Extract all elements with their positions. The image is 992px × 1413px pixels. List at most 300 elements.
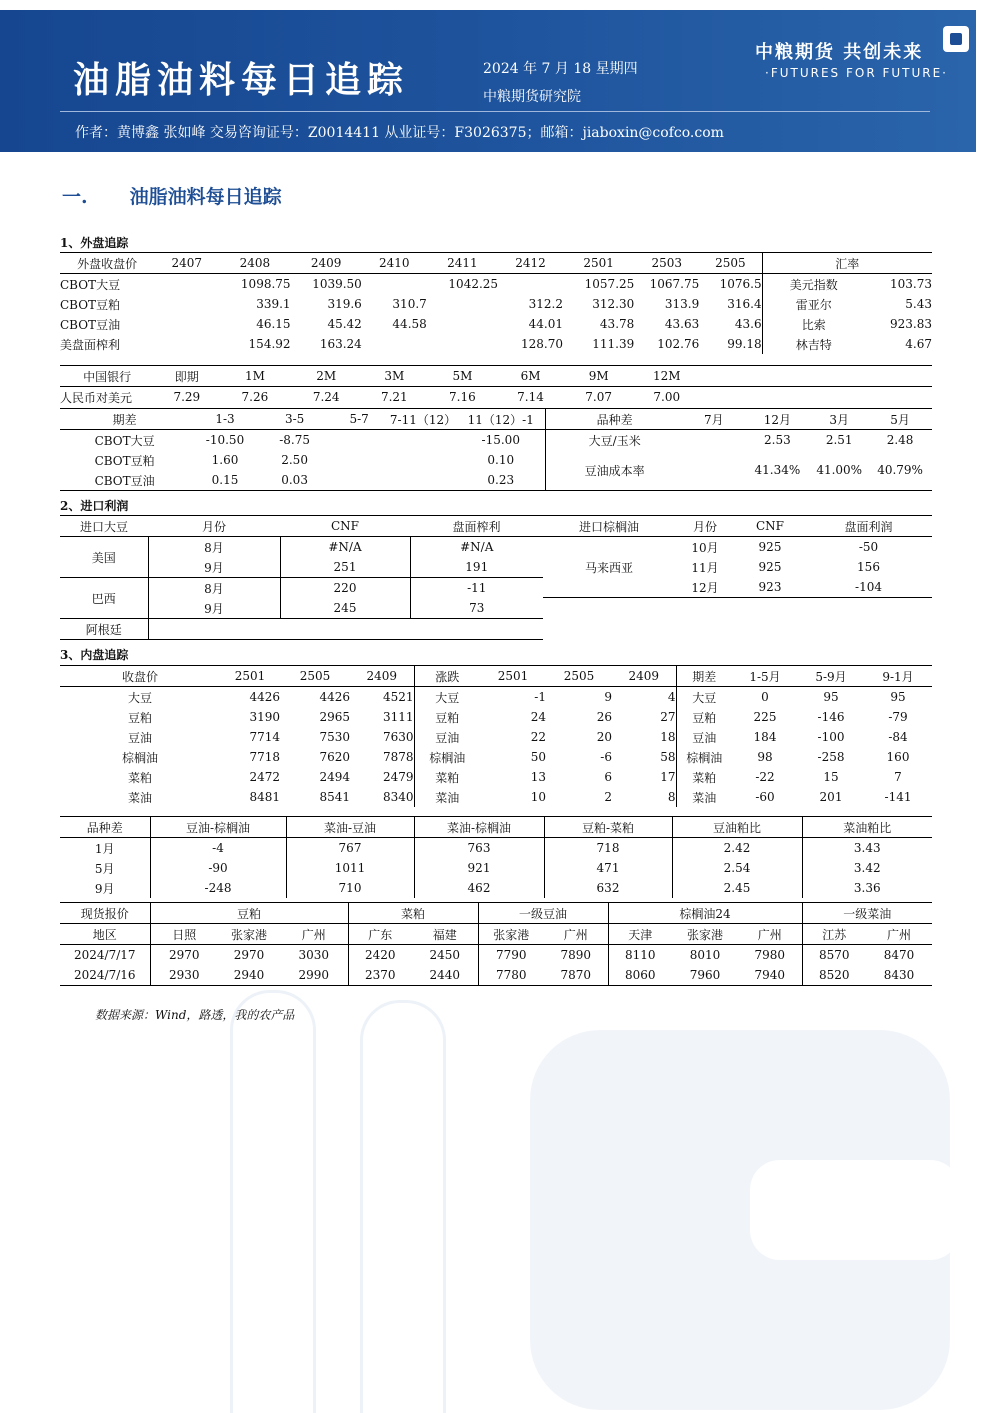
table-cell: 2.42 <box>672 838 802 859</box>
table-cell: 225 <box>753 710 777 724</box>
header-cell: 一级菜油 <box>802 903 932 924</box>
table-cell: 3030 <box>298 948 330 962</box>
table-cell: 7 <box>894 770 902 784</box>
table-cell: 7.21 <box>380 390 408 404</box>
table-cell: 7714 <box>249 730 280 744</box>
table-cell: 8月 <box>148 578 280 599</box>
table-cell: 8 <box>667 790 676 804</box>
table-cell: 310.7 <box>392 297 427 311</box>
table-cell: 2990 <box>298 968 330 982</box>
report-date: 2024 年 7 月 18 星期四 <box>483 61 638 77</box>
table-cell: 58 <box>660 750 676 764</box>
header-cell: 盘面利润 <box>805 516 932 537</box>
table-cell: 7790 <box>478 945 544 966</box>
table-cell: -79 <box>888 710 908 724</box>
table-cell: 3.43 <box>802 838 932 859</box>
table-cell: 1067.75 <box>649 277 700 291</box>
table-header-row <box>60 366 932 387</box>
header-cell: 即期 <box>154 366 219 387</box>
table-row <box>60 274 932 295</box>
table-cell: 8570 <box>802 945 866 966</box>
header-cell: 广州 <box>738 924 802 945</box>
table-cell: 7.26 <box>241 390 269 404</box>
header-cell: 广州 <box>866 924 932 945</box>
header-cell: 日照 <box>150 924 218 945</box>
header-cell: 9-1月 <box>864 666 932 687</box>
section-title: 油脂油料每日追踪 <box>129 186 282 208</box>
table-cell: -60 <box>755 790 775 804</box>
table-cell: 比索 <box>762 314 865 334</box>
table-cell: 312.2 <box>528 297 564 311</box>
table-cell <box>427 294 498 314</box>
header-cell: 9M <box>563 366 634 387</box>
table-cell <box>154 334 219 354</box>
header-cell: 1M <box>219 366 290 387</box>
table-cell: -84 <box>888 730 908 744</box>
header-cell: 菜油-豆油 <box>286 817 414 838</box>
table-row <box>60 334 932 354</box>
table-cell: 50 <box>530 750 546 764</box>
table-cell: -6 <box>600 750 612 764</box>
header-cell: 中国银行 <box>60 366 154 387</box>
table-cell: -141 <box>884 790 912 804</box>
header-cell: 5月 <box>868 409 932 430</box>
table-cell: 7.14 <box>517 390 544 404</box>
table-cell: 7980 <box>754 948 786 962</box>
import-palm-table <box>543 515 932 598</box>
header-cell: 6M <box>498 366 563 387</box>
section-heading <box>62 182 324 209</box>
header-cell: 进口棕榈油 <box>543 516 675 537</box>
table-cell: 2024/7/17 <box>73 948 136 962</box>
table-cell: 0.15 <box>211 473 239 487</box>
table-cell: 2.51 <box>825 433 853 447</box>
table-cell: 豆粕 <box>676 707 732 727</box>
logo-text-en: ·FUTURES FOR FUTURE· <box>765 66 948 80</box>
origin-label: 巴西 <box>60 578 148 619</box>
table-cell: 43.78 <box>599 317 635 331</box>
header-cell: 现货报价 <box>60 903 150 924</box>
table-header-row <box>60 817 932 838</box>
table-cell: 菜粕 <box>676 767 732 787</box>
header-cell: 1-3 <box>189 409 261 430</box>
table-cell: 8541 <box>319 790 350 804</box>
table-cell: 7718 <box>249 750 280 764</box>
header-cell: 广州 <box>280 924 348 945</box>
table-cell: -248 <box>150 878 286 898</box>
header-cell: 2501 <box>563 253 634 274</box>
table-cell: 925 <box>758 540 782 554</box>
header-cell: 2M <box>291 366 362 387</box>
table-cell: 2494 <box>319 770 350 784</box>
table-cell: 99.18 <box>727 337 762 351</box>
table-cell: 豆粕 <box>127 710 152 725</box>
empty-cell <box>699 387 932 408</box>
table-cell <box>328 430 390 451</box>
table-cell <box>390 430 456 451</box>
logo-icon <box>943 26 969 52</box>
empty-cell <box>699 366 932 387</box>
table-cell: 245 <box>280 598 410 619</box>
header-cell: 月份 <box>675 516 735 537</box>
table-cell: 3111 <box>382 710 414 724</box>
header-cell: 豆粕 <box>150 903 348 924</box>
header-cell: 3-5 <box>261 409 329 430</box>
table-cell: 2440 <box>429 968 461 982</box>
table-cell: 1076.5 <box>719 277 762 291</box>
report-title: 油脂油料每日追踪 <box>73 59 410 101</box>
domestic-table <box>60 665 932 807</box>
table-cell: 大豆 <box>676 687 732 708</box>
header-cell: 棕榈油24 <box>608 903 802 924</box>
table-cell: 3.42 <box>802 858 932 878</box>
table-cell <box>427 314 498 334</box>
foreign-close-table <box>60 252 932 354</box>
table-cell: 718 <box>544 838 672 859</box>
table-cell: 大豆/玉米 <box>546 430 683 451</box>
table-row <box>60 965 932 986</box>
table-cell: 2965 <box>319 710 350 724</box>
table-cell: 8110 <box>608 945 672 966</box>
table-cell: 10月 <box>691 540 719 555</box>
header-cell: 豆油-棕榈油 <box>150 817 286 838</box>
table-cell <box>154 314 219 334</box>
table-cell: 27 <box>660 710 676 724</box>
table-cell: -104 <box>805 577 932 598</box>
table-cell: -258 <box>817 750 845 764</box>
header-cell: 2505 <box>280 666 350 687</box>
table-cell: 767 <box>286 838 414 859</box>
table-cell: 大豆 <box>414 687 480 708</box>
table-row <box>60 578 543 599</box>
table-row <box>60 787 932 807</box>
table-cell: 312.30 <box>592 297 635 311</box>
table-cell: 319.6 <box>327 297 362 311</box>
table-cell: 220 <box>280 578 410 599</box>
table-header-row <box>60 253 932 274</box>
header-cell: 期差 <box>60 409 189 430</box>
table-cell: 20 <box>596 730 612 744</box>
table-cell <box>362 274 427 295</box>
watermark-shape-inner <box>750 1160 960 1260</box>
header-cell: 5M <box>427 366 498 387</box>
table-cell: 4426 <box>319 690 350 704</box>
table-cell: -4 <box>150 838 286 859</box>
header-cell: 豆油粕比 <box>672 817 802 838</box>
table-cell <box>390 470 456 491</box>
table-cell: 豆油 <box>676 727 732 747</box>
table-row <box>60 687 932 708</box>
table-cell: 1042.25 <box>448 277 499 291</box>
table-cell: 雷亚尔 <box>762 294 865 314</box>
table-cell: 184 <box>753 730 777 744</box>
table-cell: 9月 <box>148 598 280 619</box>
header-cell: 月份 <box>148 516 280 537</box>
table-cell <box>390 450 456 470</box>
table-row <box>60 294 932 314</box>
table-cell: 7870 <box>560 968 592 982</box>
table-cell: 191 <box>410 557 543 578</box>
header-cell: 进口大豆 <box>60 516 148 537</box>
table-cell: 7960 <box>689 968 721 982</box>
header-cell: 7-11（12） <box>390 409 456 430</box>
table-header-row <box>60 666 932 687</box>
header-cell: 张家港 <box>478 924 544 945</box>
table-cell: 0.10 <box>487 453 515 467</box>
table-cell: -15.00 <box>481 433 520 447</box>
s3-label: 3、内盘追踪 <box>60 648 129 662</box>
table-cell: 163.24 <box>319 337 362 351</box>
table-cell: 44.01 <box>528 317 564 331</box>
table-cell: 5月 <box>94 861 115 876</box>
header-cell: 12月 <box>745 409 811 430</box>
table-cell: 7940 <box>754 968 786 982</box>
table-cell <box>683 450 745 491</box>
table-cell: 18 <box>660 730 676 744</box>
table-cell: 8481 <box>249 790 280 804</box>
table-cell: 462 <box>414 878 544 898</box>
table-cell: 8010 <box>689 948 721 962</box>
table-cell <box>498 274 563 295</box>
origin-label: 马来西亚 <box>543 537 675 598</box>
table-row <box>60 838 932 859</box>
table-cell: CBOT大豆 <box>60 277 121 292</box>
table-cell: 3.36 <box>802 878 932 898</box>
table-cell: 923 <box>735 577 805 598</box>
report-org: 中粮期货研究院 <box>483 89 581 105</box>
header-cell: 2505 <box>546 666 612 687</box>
bank-rate-table <box>60 365 932 407</box>
table-row <box>60 878 932 898</box>
table-cell: 菜油 <box>676 787 732 807</box>
table-cell: 美元指数 <box>762 274 865 295</box>
spread-table <box>60 408 932 491</box>
table-cell: -1 <box>534 690 546 704</box>
table-cell: 316.4 <box>727 297 762 311</box>
table-cell: 2.53 <box>764 433 791 447</box>
spot-price-table <box>60 902 932 986</box>
table-cell: -146 <box>817 710 845 724</box>
table-cell: 43.63 <box>664 317 700 331</box>
table-cell: 2.50 <box>281 453 308 467</box>
table-cell: 15 <box>823 770 839 784</box>
origin-label: 阿根廷 <box>85 622 122 637</box>
table-cell: 103.73 <box>890 277 932 291</box>
variety-spread-table <box>60 816 932 898</box>
table-cell: 菜油 <box>127 790 152 805</box>
header-cell: 1-5月 <box>732 666 798 687</box>
table-cell: 8月 <box>148 537 280 558</box>
table-cell: 632 <box>544 878 672 898</box>
table-cell: 豆油 <box>414 727 480 747</box>
table-cell: 13 <box>530 770 546 784</box>
import-soy-table <box>60 515 543 640</box>
table-cell: 豆粕 <box>414 707 480 727</box>
header-cell: 2411 <box>427 253 498 274</box>
header-cell: 汇率 <box>762 253 932 274</box>
header-cell: 张家港 <box>218 924 280 945</box>
table-cell: CBOT豆油 <box>60 317 121 332</box>
table-cell: 6 <box>604 770 612 784</box>
table-cell: 1098.75 <box>240 277 291 291</box>
header-rule <box>60 111 930 112</box>
table-row <box>543 537 932 558</box>
table-cell: 2.45 <box>672 878 802 898</box>
table-cell: 7.00 <box>653 390 681 404</box>
table-cell <box>427 334 498 354</box>
table-row <box>60 537 543 558</box>
empty-cell <box>148 619 543 640</box>
table-cell: 95 <box>823 690 839 704</box>
table-cell: 0.23 <box>487 473 515 487</box>
table-cell: 7.16 <box>449 390 476 404</box>
table-cell: CBOT大豆 <box>94 433 155 448</box>
table-cell: 4426 <box>249 690 280 704</box>
table-cell: CBOT豆粕 <box>60 297 121 312</box>
table-cell: 102.76 <box>657 337 700 351</box>
table-cell: 1039.50 <box>312 277 362 291</box>
header-cell: 江苏 <box>802 924 866 945</box>
table-cell: 0.03 <box>281 473 308 487</box>
table-cell: 471 <box>544 858 672 878</box>
table-cell: 2.54 <box>672 858 802 878</box>
table-cell: 11月 <box>691 560 719 575</box>
table-header-row <box>543 516 932 537</box>
table-cell: 1011 <box>286 858 414 878</box>
table-cell: 41.34% <box>754 463 801 477</box>
header-cell: 2501 <box>480 666 546 687</box>
header-cell: 7月 <box>683 409 745 430</box>
table-cell: 8470 <box>883 948 915 962</box>
table-row <box>60 945 932 966</box>
header-cell: CNF <box>280 516 410 537</box>
table-cell: 7.07 <box>585 390 612 404</box>
table-cell: 3190 <box>249 710 280 724</box>
s1-label: 1、外盘追踪 <box>60 236 129 250</box>
header-cell: 一级豆油 <box>478 903 608 924</box>
table-cell: 4 <box>667 690 676 704</box>
table-cell: 95 <box>890 690 906 704</box>
table-cell: 44.58 <box>392 317 427 331</box>
table-row <box>60 450 932 470</box>
header-cell: 11（12）-1 <box>456 409 546 430</box>
header-cell: 品种差 <box>546 409 683 430</box>
header-cell: 2505 <box>699 253 762 274</box>
logo-text-cn: 中粮期货 共创未来 <box>755 42 924 63</box>
header-cell: 福建 <box>412 924 478 945</box>
table-cell: 7890 <box>560 948 592 962</box>
table-cell: 2970 <box>233 948 265 962</box>
s2-label: 2、进口利润 <box>60 499 129 513</box>
table-cell: 菜油 <box>414 787 480 807</box>
table-cell: 1.60 <box>211 453 239 467</box>
table-cell: 45.42 <box>327 317 362 331</box>
table-cell: 2 <box>604 790 612 804</box>
header-cell: 外盘收盘价 <box>60 253 154 274</box>
table-cell: 10 <box>530 790 546 804</box>
table-cell <box>328 450 390 470</box>
data-source: 数据来源：Wind，路透，我的农产品 <box>95 1008 295 1022</box>
table-cell: 4521 <box>382 690 414 704</box>
table-cell: 菜粕 <box>414 767 480 787</box>
table-row <box>60 619 543 640</box>
table-cell: -50 <box>858 540 879 554</box>
table-cell: 美盘面榨利 <box>60 337 121 352</box>
table-row <box>60 747 932 767</box>
header-cell: 天津 <box>608 924 672 945</box>
table-cell: 8340 <box>382 790 414 804</box>
table-cell: 22 <box>530 730 546 744</box>
table-cell <box>362 334 427 354</box>
header-cell: 涨跌 <box>414 666 480 687</box>
watermark-arch-left <box>230 990 316 1413</box>
table-row <box>60 314 932 334</box>
header-cell: 5-9月 <box>798 666 864 687</box>
table-cell: 763 <box>414 838 544 859</box>
table-cell: 98 <box>757 750 773 764</box>
table-row <box>60 430 932 451</box>
table-cell: 棕榈油 <box>121 750 158 765</box>
table-cell: 46.15 <box>256 317 291 331</box>
table-cell: #N/A <box>280 537 410 558</box>
table-cell: 9月 <box>148 557 280 578</box>
table-cell: 160 <box>886 750 910 764</box>
table-cell: 7530 <box>319 730 350 744</box>
table-cell: 2024/7/16 <box>73 968 136 982</box>
table-cell: 5.43 <box>905 297 932 311</box>
table-cell: 154.92 <box>248 337 291 351</box>
table-cell <box>328 470 390 491</box>
table-cell <box>683 430 745 451</box>
table-cell: -10.50 <box>205 433 245 447</box>
table-cell: 2420 <box>348 945 412 966</box>
table-cell: 2450 <box>429 948 461 962</box>
table-cell: 菜粕 <box>127 770 152 785</box>
table-cell: 923.83 <box>890 317 932 331</box>
table-cell: -8.75 <box>279 433 310 447</box>
table-cell: CBOT豆油 <box>94 473 155 488</box>
table-cell: 棕榈油 <box>414 747 480 767</box>
table-cell: 313.9 <box>664 297 700 311</box>
header-cell: 3M <box>362 366 427 387</box>
table-cell: 7.24 <box>312 390 340 404</box>
table-cell: 2370 <box>348 965 412 986</box>
table-cell: CBOT豆粕 <box>94 453 155 468</box>
table-cell: 43.6 <box>734 317 762 331</box>
header-cell: 12M <box>634 366 699 387</box>
header-cell: 菜粕 <box>348 903 478 924</box>
table-cell: 40.79% <box>877 463 923 477</box>
origin-label: 美国 <box>60 537 148 578</box>
header-cell: 2409 <box>612 666 676 687</box>
header-cell: 地区 <box>60 924 150 945</box>
header-cell: 2412 <box>498 253 563 274</box>
table-cell: 豆油 <box>127 730 152 745</box>
table-cell: 921 <box>414 858 544 878</box>
table-cell: 201 <box>819 790 843 804</box>
table-cell: 7780 <box>478 965 544 986</box>
header-cell: 2409 <box>350 666 414 687</box>
table-cell: 7630 <box>382 730 414 744</box>
table-cell: #N/A <box>410 537 543 558</box>
table-cell: 2472 <box>249 770 280 784</box>
table-cell: 林吉特 <box>762 334 865 354</box>
table-cell: -11 <box>410 578 543 599</box>
table-cell: 大豆 <box>127 690 152 705</box>
table-row <box>60 387 932 408</box>
table-cell <box>154 294 219 314</box>
table-cell: -100 <box>817 730 845 744</box>
